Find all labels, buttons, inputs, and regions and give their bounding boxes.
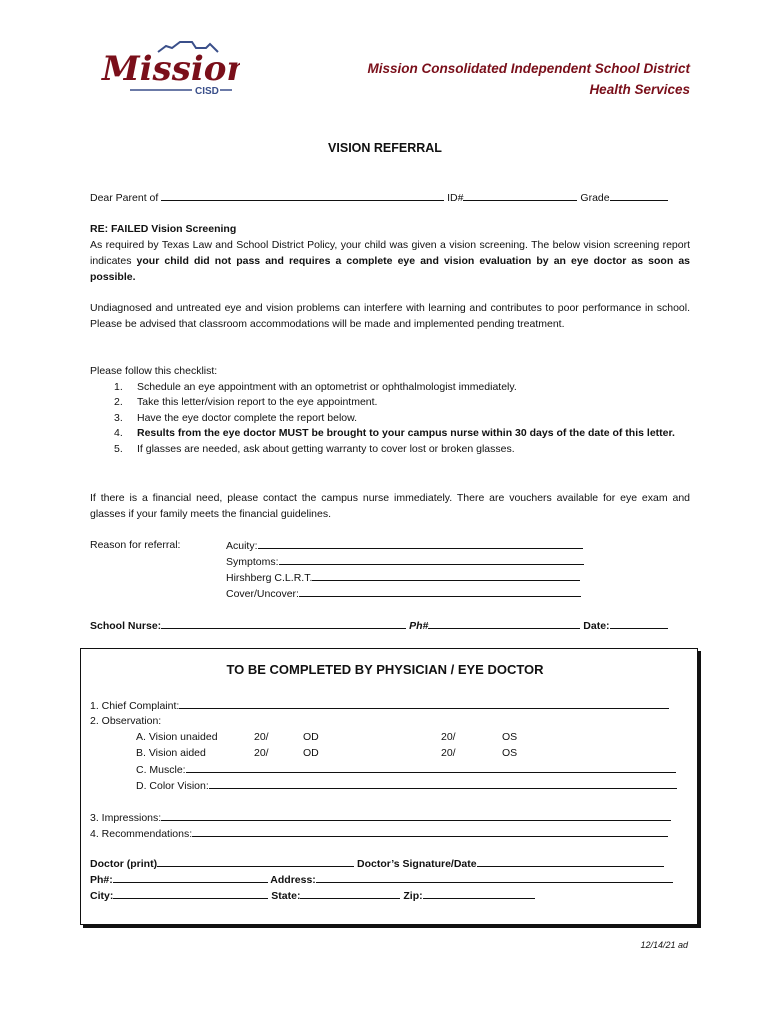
id-field[interactable] — [463, 189, 577, 201]
unaided-od-value: 20/ — [254, 731, 269, 743]
nurse-phone-field[interactable] — [428, 617, 580, 629]
unaided-os-label: OS — [502, 731, 518, 743]
aided-od-value: 20/ — [254, 747, 269, 759]
re-line: RE: FAILED Vision Screening — [90, 223, 237, 235]
doctor-phone-field[interactable] — [113, 871, 268, 883]
checklist-item: 3. Have the eye doctor complete the report below. — [114, 411, 358, 424]
checklist-item: 1. Schedule an eye appointment with an optometrist or ophthalmologist immediately. — [114, 380, 517, 393]
acuity-row: Acuity: — [226, 537, 596, 553]
dear-parent-label: Dear Parent of — [90, 192, 159, 204]
chief-complaint-row: 1. Chief Complaint: — [90, 697, 690, 713]
muscle-row: C. Muscle: — [136, 761, 681, 777]
doctor-signature-field[interactable] — [477, 855, 664, 867]
hirshberg-field[interactable] — [312, 569, 580, 581]
district-logo — [100, 38, 240, 98]
symptoms-row: Symptoms: — [226, 553, 596, 569]
checklist-item: 5. If glasses are needed, ask about getting warranty to cover lost or broken glasses. — [114, 442, 515, 455]
financial-paragraph: If there is a financial need, please contact the campus nurse immediately. There are vouchers available for eye exam and glasses if your family meets the financial guidelines. — [90, 492, 690, 520]
intro-text: As required by Texas Law and School District Policy, your child was given a vision screening. The below vision screening report indicates — [90, 239, 690, 267]
vision-aided-label: B. Vision aided — [136, 747, 206, 759]
parent-name-field[interactable] — [161, 189, 444, 201]
checklist-item: 2. Take this letter/vision report to the eye appointment. — [114, 396, 378, 408]
doctor-state-field[interactable] — [300, 887, 400, 899]
muscle-field[interactable] — [186, 761, 676, 773]
parent-info-row — [90, 189, 690, 205]
physician-section-title: TO BE COMPLETED BY PHYSICIAN / EYE DOCTOR — [226, 662, 544, 677]
color-vision-field[interactable] — [209, 777, 677, 789]
doctor-location-row: City: State: Zip: — [90, 887, 690, 903]
chief-complaint-field[interactable] — [179, 697, 669, 709]
risk-paragraph: Undiagnosed and untreated eye and vision problems can interfere with learning and contributes to poor performance in school. Please be advised that classroom accommodations will be made and implemented pending treatment. — [90, 302, 690, 330]
logo-subtext: CISD — [195, 86, 219, 97]
district-name: Mission Consolidated Independent School District — [367, 61, 690, 76]
department-name: Health Services — [589, 82, 690, 97]
intro-bold-text: your child did not pass and requires a complete eye and vision evaluation by an eye doctor as soon as possible. — [90, 255, 691, 283]
revision-date: 12/14/21 ad — [640, 940, 688, 950]
symptoms-field[interactable] — [279, 553, 584, 565]
referral-label: Reason for referral: — [90, 539, 181, 551]
checklist-intro: Please follow this checklist: — [90, 365, 218, 377]
checklist — [90, 364, 690, 457]
observation-label: 2. Observation: — [90, 715, 162, 727]
cover-field[interactable] — [299, 585, 581, 597]
page-title: VISION REFERRAL — [328, 141, 442, 155]
doctor-contact-row: Ph#: Address: — [90, 871, 690, 887]
vision-unaided-label: A. Vision unaided — [136, 731, 218, 743]
doctor-print-field[interactable] — [157, 855, 354, 867]
doctor-city-field[interactable] — [113, 887, 268, 899]
id-label: ID# — [447, 192, 464, 204]
unaided-os-value: 20/ — [441, 731, 456, 743]
cover-row: Cover/Uncover: — [226, 585, 596, 601]
recommendations-row: 4. Recommendations: — [90, 825, 690, 841]
aided-os-label: OS — [502, 747, 518, 759]
aided-os-value: 20/ — [441, 747, 456, 759]
impressions-field[interactable] — [161, 809, 671, 821]
acuity-field[interactable] — [258, 537, 583, 549]
nurse-row: School Nurse: Ph# Date: — [90, 617, 690, 633]
doctor-zip-field[interactable] — [423, 887, 535, 899]
nurse-date-field[interactable] — [610, 617, 668, 629]
impressions-row: 3. Impressions: — [90, 809, 690, 825]
doctor-row: Doctor (print) Doctor’s Signature/Date — [90, 855, 690, 871]
district-header — [367, 58, 690, 100]
school-nurse-field[interactable] — [161, 617, 406, 629]
aided-od-label: OD — [303, 747, 319, 759]
checklist-item: 4. Results from the eye doctor MUST be brought to your campus nurse within 30 days of the date of this letter. — [114, 427, 675, 439]
recommendations-field[interactable] — [192, 825, 668, 837]
intro-paragraph — [90, 237, 690, 285]
grade-field[interactable] — [610, 189, 668, 201]
unaided-od-label: OD — [303, 731, 319, 743]
color-vision-row: D. Color Vision: — [136, 777, 681, 793]
logo-text: Mission — [102, 49, 240, 89]
grade-label: Grade — [580, 192, 610, 204]
mission-logo-graphic — [100, 38, 240, 98]
hirshberg-row: Hirshberg C.L.R.T. — [226, 569, 596, 585]
doctor-address-field[interactable] — [316, 871, 673, 883]
